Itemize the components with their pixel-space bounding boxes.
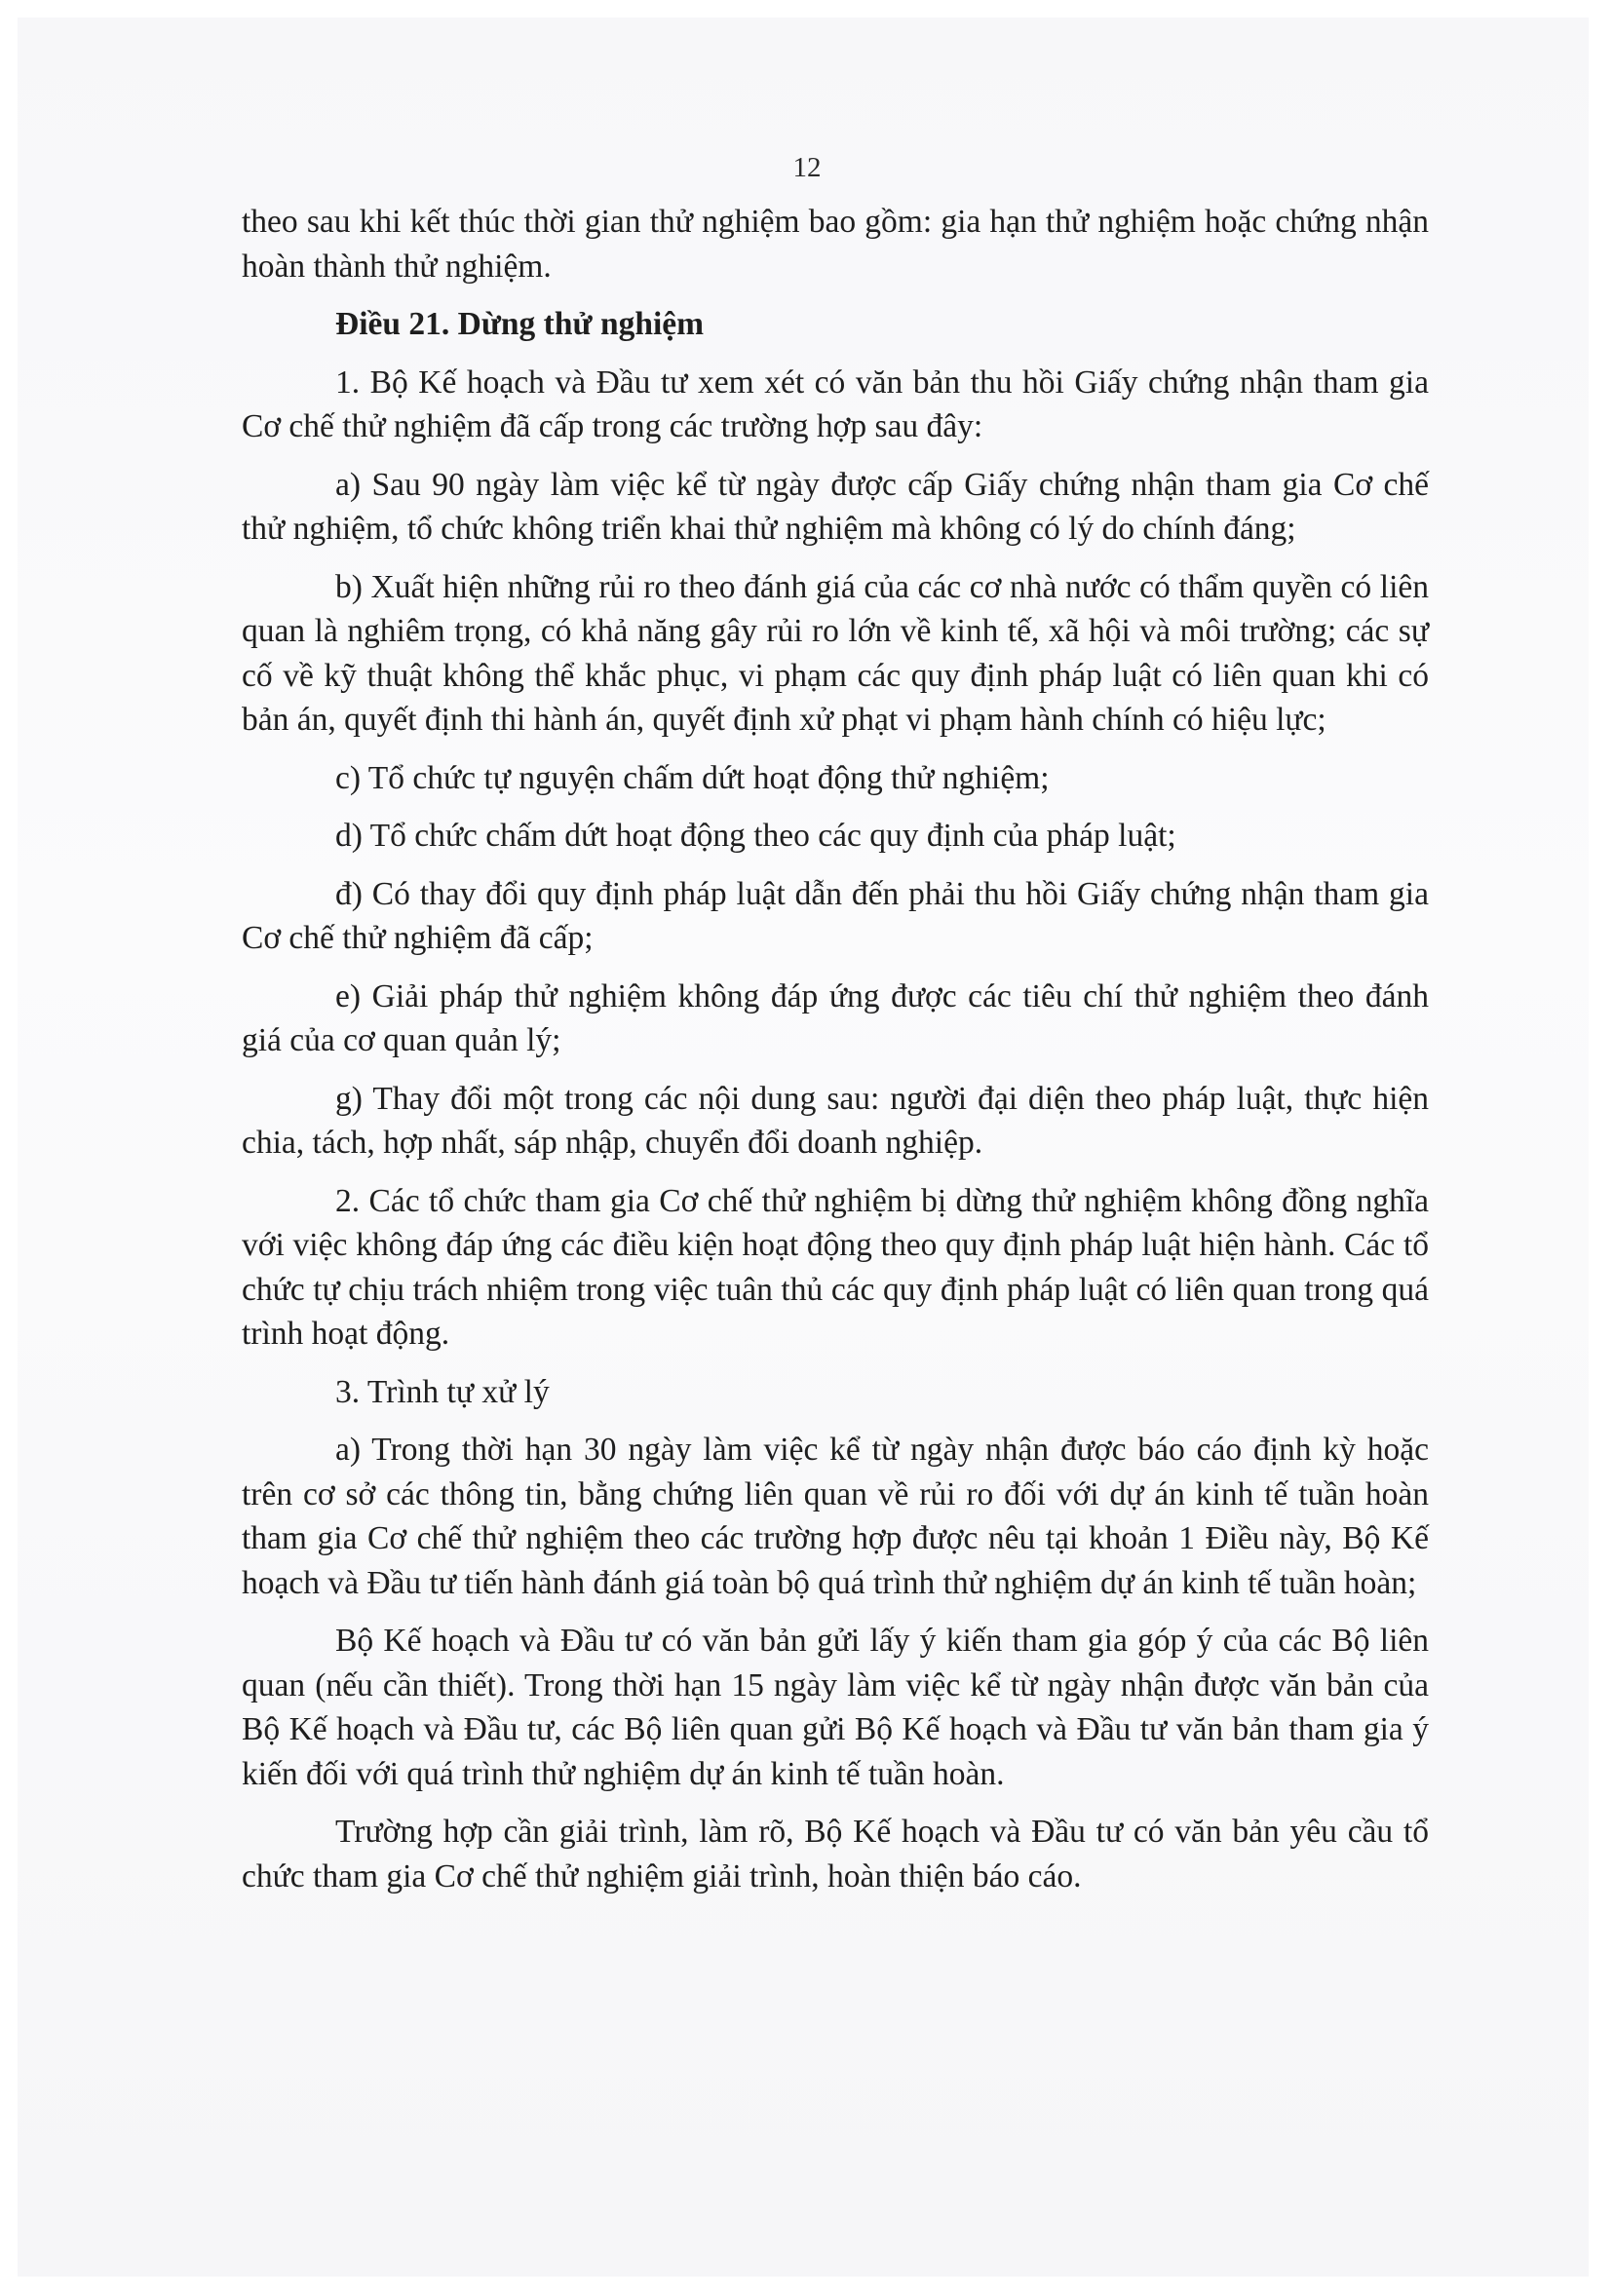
clause-1-point-c: c) Tổ chức tự nguyện chấm dứt hoạt động thử nghiệm;	[335, 759, 1050, 796]
clause-1-point-b: b) Xuất hiện những rủi ro theo đánh giá của các cơ nhà nước có thẩm quyền có liên quan là nghiêm trọng, có khả năng gây rủi ro lớn về kinh tế, xã hội và môi trường; các sự cố về kỹ thuật không thể khắc phục, vi phạm các quy định pháp luật có liên quan khi có bản án, quyết định thi hành án, quyết định xử phạt vi phạm hành chính có hiệu lực;	[242, 568, 1429, 738]
clause-1: 1. Bộ Kế hoạch và Đầu tư xem xét có văn bản thu hồi Giấy chứng nhận tham gia Cơ chế thử nghiệm đã cấp trong các trường hợp sau đây:	[242, 364, 1429, 444]
clause-3-explanation: Trường hợp cần giải trình, làm rõ, Bộ Kế hoạch và Đầu tư có văn bản yêu cầu tổ chức tham gia Cơ chế thử nghiệm giải trình, hoàn thiện báo cáo.	[242, 1814, 1429, 1894]
page-number: 12	[792, 152, 822, 183]
clause-1-point-a: a) Sau 90 ngày làm việc kể từ ngày được cấp Giấy chứng nhận tham gia Cơ chế thử nghiệm, tổ chức không triển khai thử nghiệm mà không có lý do chính đáng;	[242, 466, 1429, 547]
clause-1-point-e: e) Giải pháp thử nghiệm không đáp ứng được các tiêu chí thử nghiệm theo đánh giá của cơ quan quản lý;	[242, 977, 1429, 1058]
clause-3: 3. Trình tự xử lý	[335, 1373, 550, 1410]
clause-1-point-d: d) Tổ chức chấm dứt hoạt động theo các quy định của pháp luật;	[335, 818, 1176, 854]
clause-1-point-dd: đ) Có thay đổi quy định pháp luật dẫn đến phải thu hồi Giấy chứng nhận tham gia Cơ chế thử nghiệm đã cấp;	[242, 875, 1429, 956]
document-body	[242, 200, 1429, 1912]
clause-3-point-a: a) Trong thời hạn 30 ngày làm việc kể từ ngày nhận được báo cáo định kỳ hoặc trên cơ sở các thông tin, bằng chứng liên quan về rủi ro đối với dự án kinh tế tuần hoàn tham gia Cơ chế thử nghiệm theo các trường hợp được nêu tại khoản 1 Điều này, Bộ Kế hoạch và Đầu tư tiến hành đánh giá toàn bộ quá trình thử nghiệm dự án kinh tế tuần hoàn;	[242, 1432, 1429, 1601]
clause-2: 2. Các tổ chức tham gia Cơ chế thử nghiệm bị dừng thử nghiệm không đồng nghĩa với việc không đáp ứng các điều kiện hoạt động theo quy định pháp luật hiện hành. Các tổ chức tự chịu trách nhiệm trong việc tuân thủ các quy định pháp luật có liên quan trong quá trình hoạt động.	[242, 1182, 1429, 1352]
paragraph-continuation: theo sau khi kết thúc thời gian thử nghiệm bao gồm: gia hạn thử nghiệm hoặc chứng nhận hoàn thành thử nghiệm.	[242, 204, 1429, 285]
clause-1-point-g: g) Thay đổi một trong các nội dung sau: người đại diện theo pháp luật, thực hiện chia, tách, hợp nhất, sáp nhập, chuyển đổi doanh nghiệp.	[242, 1080, 1429, 1161]
article-heading: Điều 21. Dừng thử nghiệm	[335, 306, 705, 342]
clause-3-consultation: Bộ Kế hoạch và Đầu tư có văn bản gửi lấy ý kiến tham gia góp ý của các Bộ liên quan (nếu cần thiết). Trong thời hạn 15 ngày làm việc kể từ ngày nhận được văn bản của Bộ Kế hoạch và Đầu tư, các Bộ liên quan gửi Bộ Kế hoạch và Đầu tư văn bản tham gia ý kiến đối với quá trình thử nghiệm dự án kinh tế tuần hoàn.	[242, 1623, 1429, 1792]
